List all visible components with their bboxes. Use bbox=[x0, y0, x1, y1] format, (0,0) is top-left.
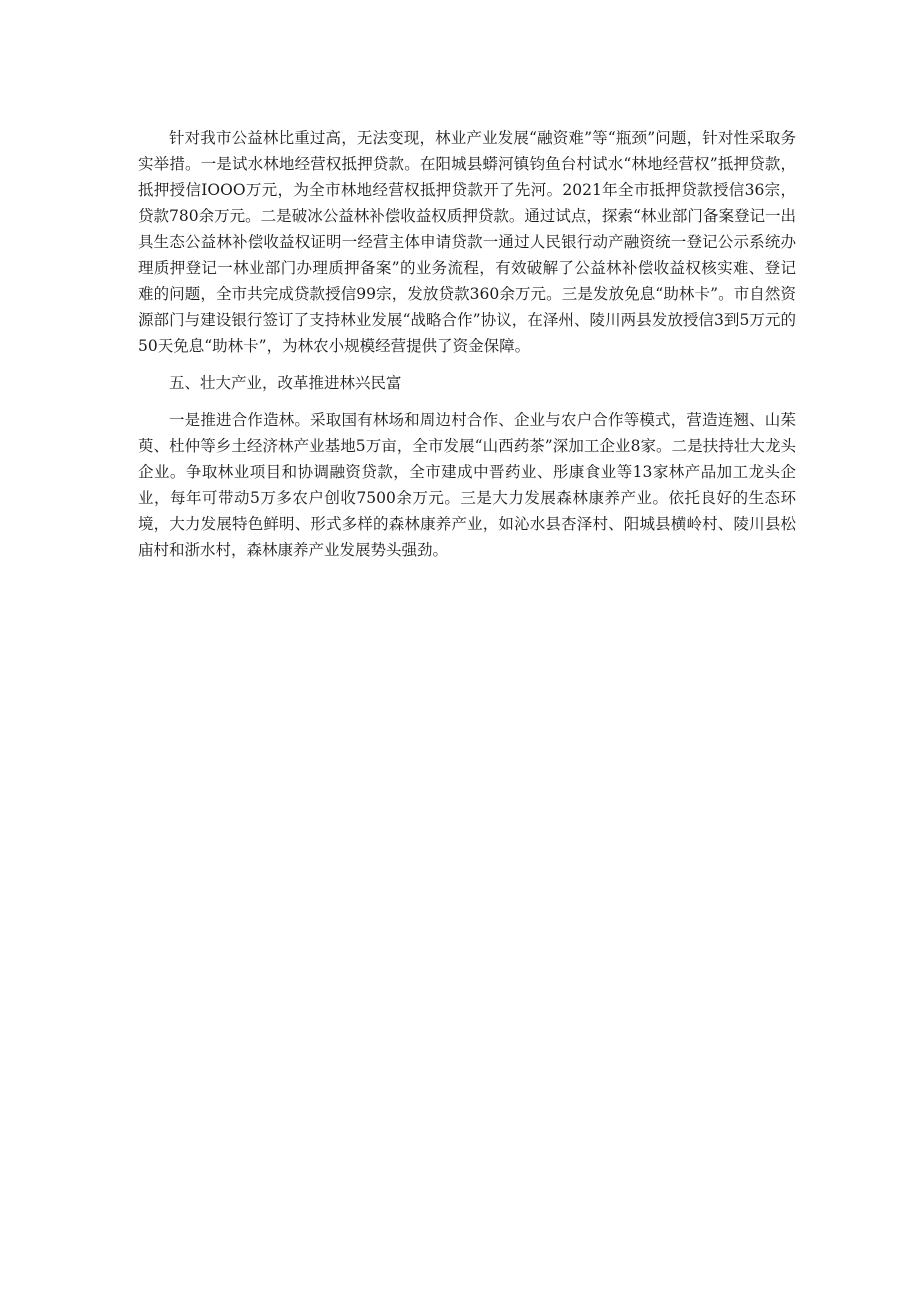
document-body bbox=[138, 125, 796, 563]
paragraph-industry-development: 一是推进合作造林。采取国有林场和周边村合作、企业与农户合作等模式，营造连翘、山茱萸、杜仲等乡土经济林产业基地5万亩，全市发展“山西药茶”深加工企业8家。二是扶持壮大龙头企业。争取林业项目和协调融资贷款，全市建成中晋药业、彤康食业等13家林产品加工龙头企业，每年可带动5万多农户创收7500余万元。三是大力发展森林康养产业。依托良好的生态环境，大力发展特色鲜明、形式多样的森林康养产业，如沁水县杏泽村、阳城县横岭村、陵川县松庙村和浙水村，森林康养产业发展势头强劲。 bbox=[138, 411, 796, 559]
section-heading-industry: 五、壮大产业，改革推进林兴民富 bbox=[169, 374, 402, 392]
paragraph-financing-measures: 针对我市公益林比重过高，无法变现，林业产业发展“融资难”等“瓶颈”问题，针对性采取务实举措。一是试水林地经营权抵押贷款。在阳城县蟒河镇钧鱼台村试水“林地经营权”抵押贷款，抵押授信IOOO万元，为全市林地经营权抵押贷款开了先河。2021年全市抵押贷款授信36宗，贷款780余万元。二是破冰公益林补偿收益权质押贷款。通过试点，探索“林业部门备案登记一出具生态公益林补偿收益权证明一经营主体申请贷款一通过人民银行动产融资统一登记公示系统办理质押登记一林业部门办理质押备案”的业务流程，有效破解了公益林补偿收益权核实难、登记难的问题，全市共完成贷款授信99宗，发放贷款360余万元。三是发放免息“助林卡”。市自然资源部门与建设银行签订了支持林业发展“战略合作”协议，在泽州、陵川两县发放授信3到5万元的50天免息“助林卡”，为林农小规模经营提供了资金保障。 bbox=[138, 129, 796, 355]
